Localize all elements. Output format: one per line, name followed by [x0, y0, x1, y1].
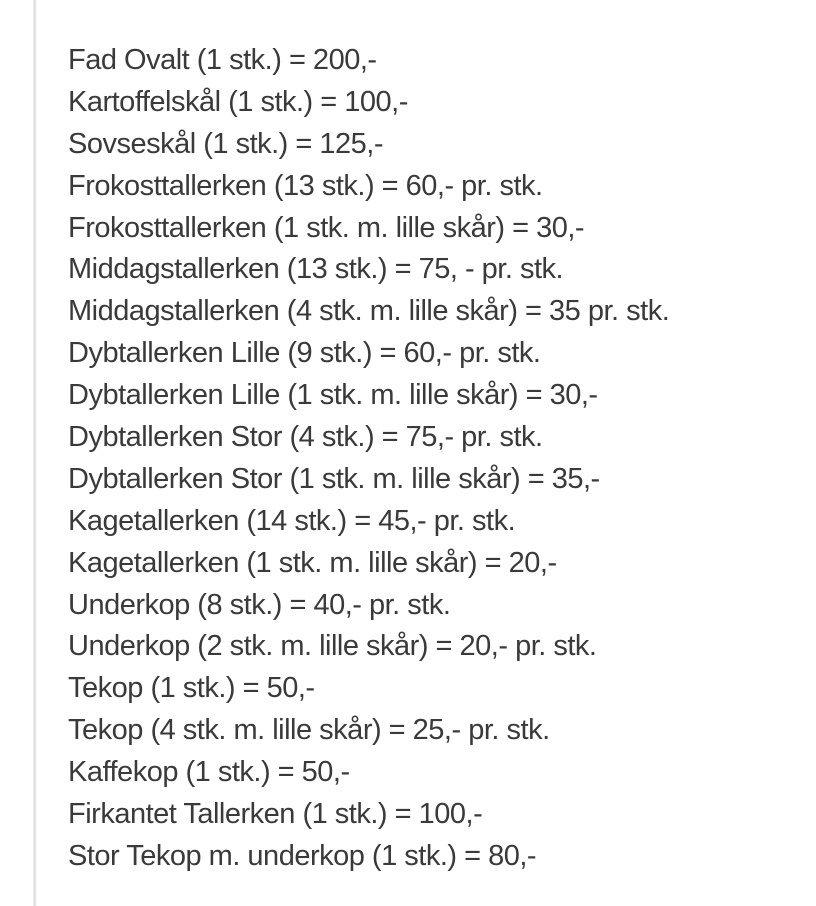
list-item: Underkop (8 stk.) = 40,- pr. stk. [68, 588, 451, 621]
list-item: Sovseskål (1 stk.) = 125,- [68, 127, 383, 160]
list-item: Frokosttallerken (13 stk.) = 60,- pr. stk. [68, 169, 543, 202]
list-item: Dybtallerken Stor (4 stk.) = 75,- pr. stk. [68, 421, 543, 454]
list-item: Dybtallerken Lille (9 stk.) = 60,- pr. stk. [68, 337, 541, 370]
list-item: Kagetallerken (1 stk. m. lille skår) = 20,- [68, 546, 557, 579]
list-item: Firkantet Tallerken (1 stk.) = 100,- [68, 798, 483, 831]
list-item: Fad Ovalt (1 stk.) = 200,- [68, 44, 377, 76]
list-item: Kaffekop (1 stk.) = 50,- [68, 756, 350, 789]
list-item: Dybtallerken Stor (1 stk. m. lille skår) = 35,- [68, 462, 600, 495]
list-item: Stor Tekop m. underkop (1 stk.) = 80,- [68, 839, 537, 872]
list-item: Middagstallerken (4 stk. m. lille skår) = 35 pr. stk. [68, 295, 670, 328]
list-item: Middagstallerken (13 stk.) = 75, - pr. stk. [68, 253, 564, 286]
list-item: Kartoffelskål (1 stk.) = 100,- [68, 85, 408, 118]
list-item: Underkop (2 stk. m. lille skår) = 20,- pr. stk. [68, 630, 597, 663]
price-list [68, 40, 796, 878]
list-item: Tekop (1 stk.) = 50,- [68, 672, 315, 705]
list-item: Kagetallerken (14 stk.) = 45,- pr. stk. [68, 504, 516, 537]
list-item: Tekop (4 stk. m. lille skår) = 25,- pr. stk. [68, 714, 550, 747]
left-divider [0, 0, 37, 906]
list-item: Frokosttallerken (1 stk. m. lille skår) = 30,- [68, 211, 585, 244]
list-item: Dybtallerken Lille (1 stk. m. lille skår) = 30,- [68, 379, 598, 412]
